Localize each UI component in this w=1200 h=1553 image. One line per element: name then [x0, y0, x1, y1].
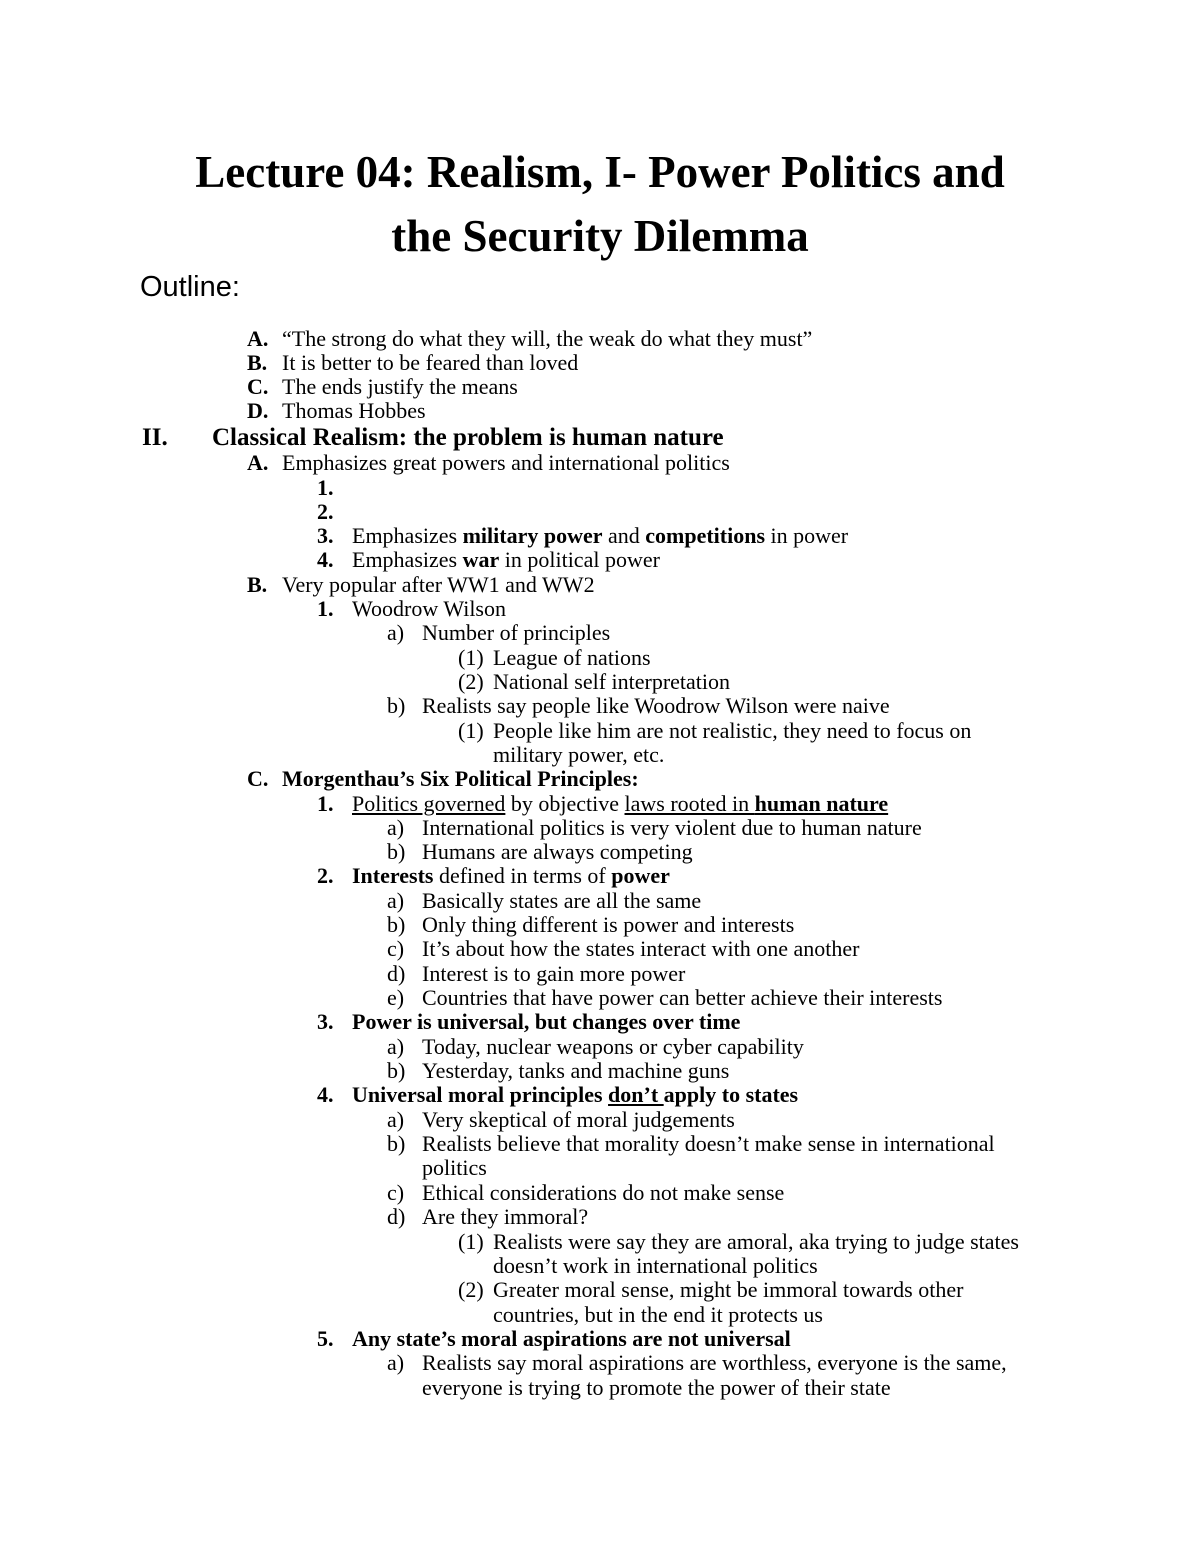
page-title-line-2: the Security Dilemma [391, 211, 809, 261]
list-item-continuation: doesn’t work in international politics [493, 1253, 818, 1278]
page-title-line-1: Lecture 04: Realism, I- Power Politics and [195, 147, 1005, 197]
list-item-continuation: countries, but in the end it protects us [493, 1302, 823, 1327]
outline-label: Outline: [140, 271, 240, 303]
list-item-continuation: everyone is trying to promote the power of their state [422, 1375, 891, 1400]
list-item-continuation: politics [422, 1155, 487, 1180]
list-item-continuation: military power, etc. [493, 742, 665, 767]
